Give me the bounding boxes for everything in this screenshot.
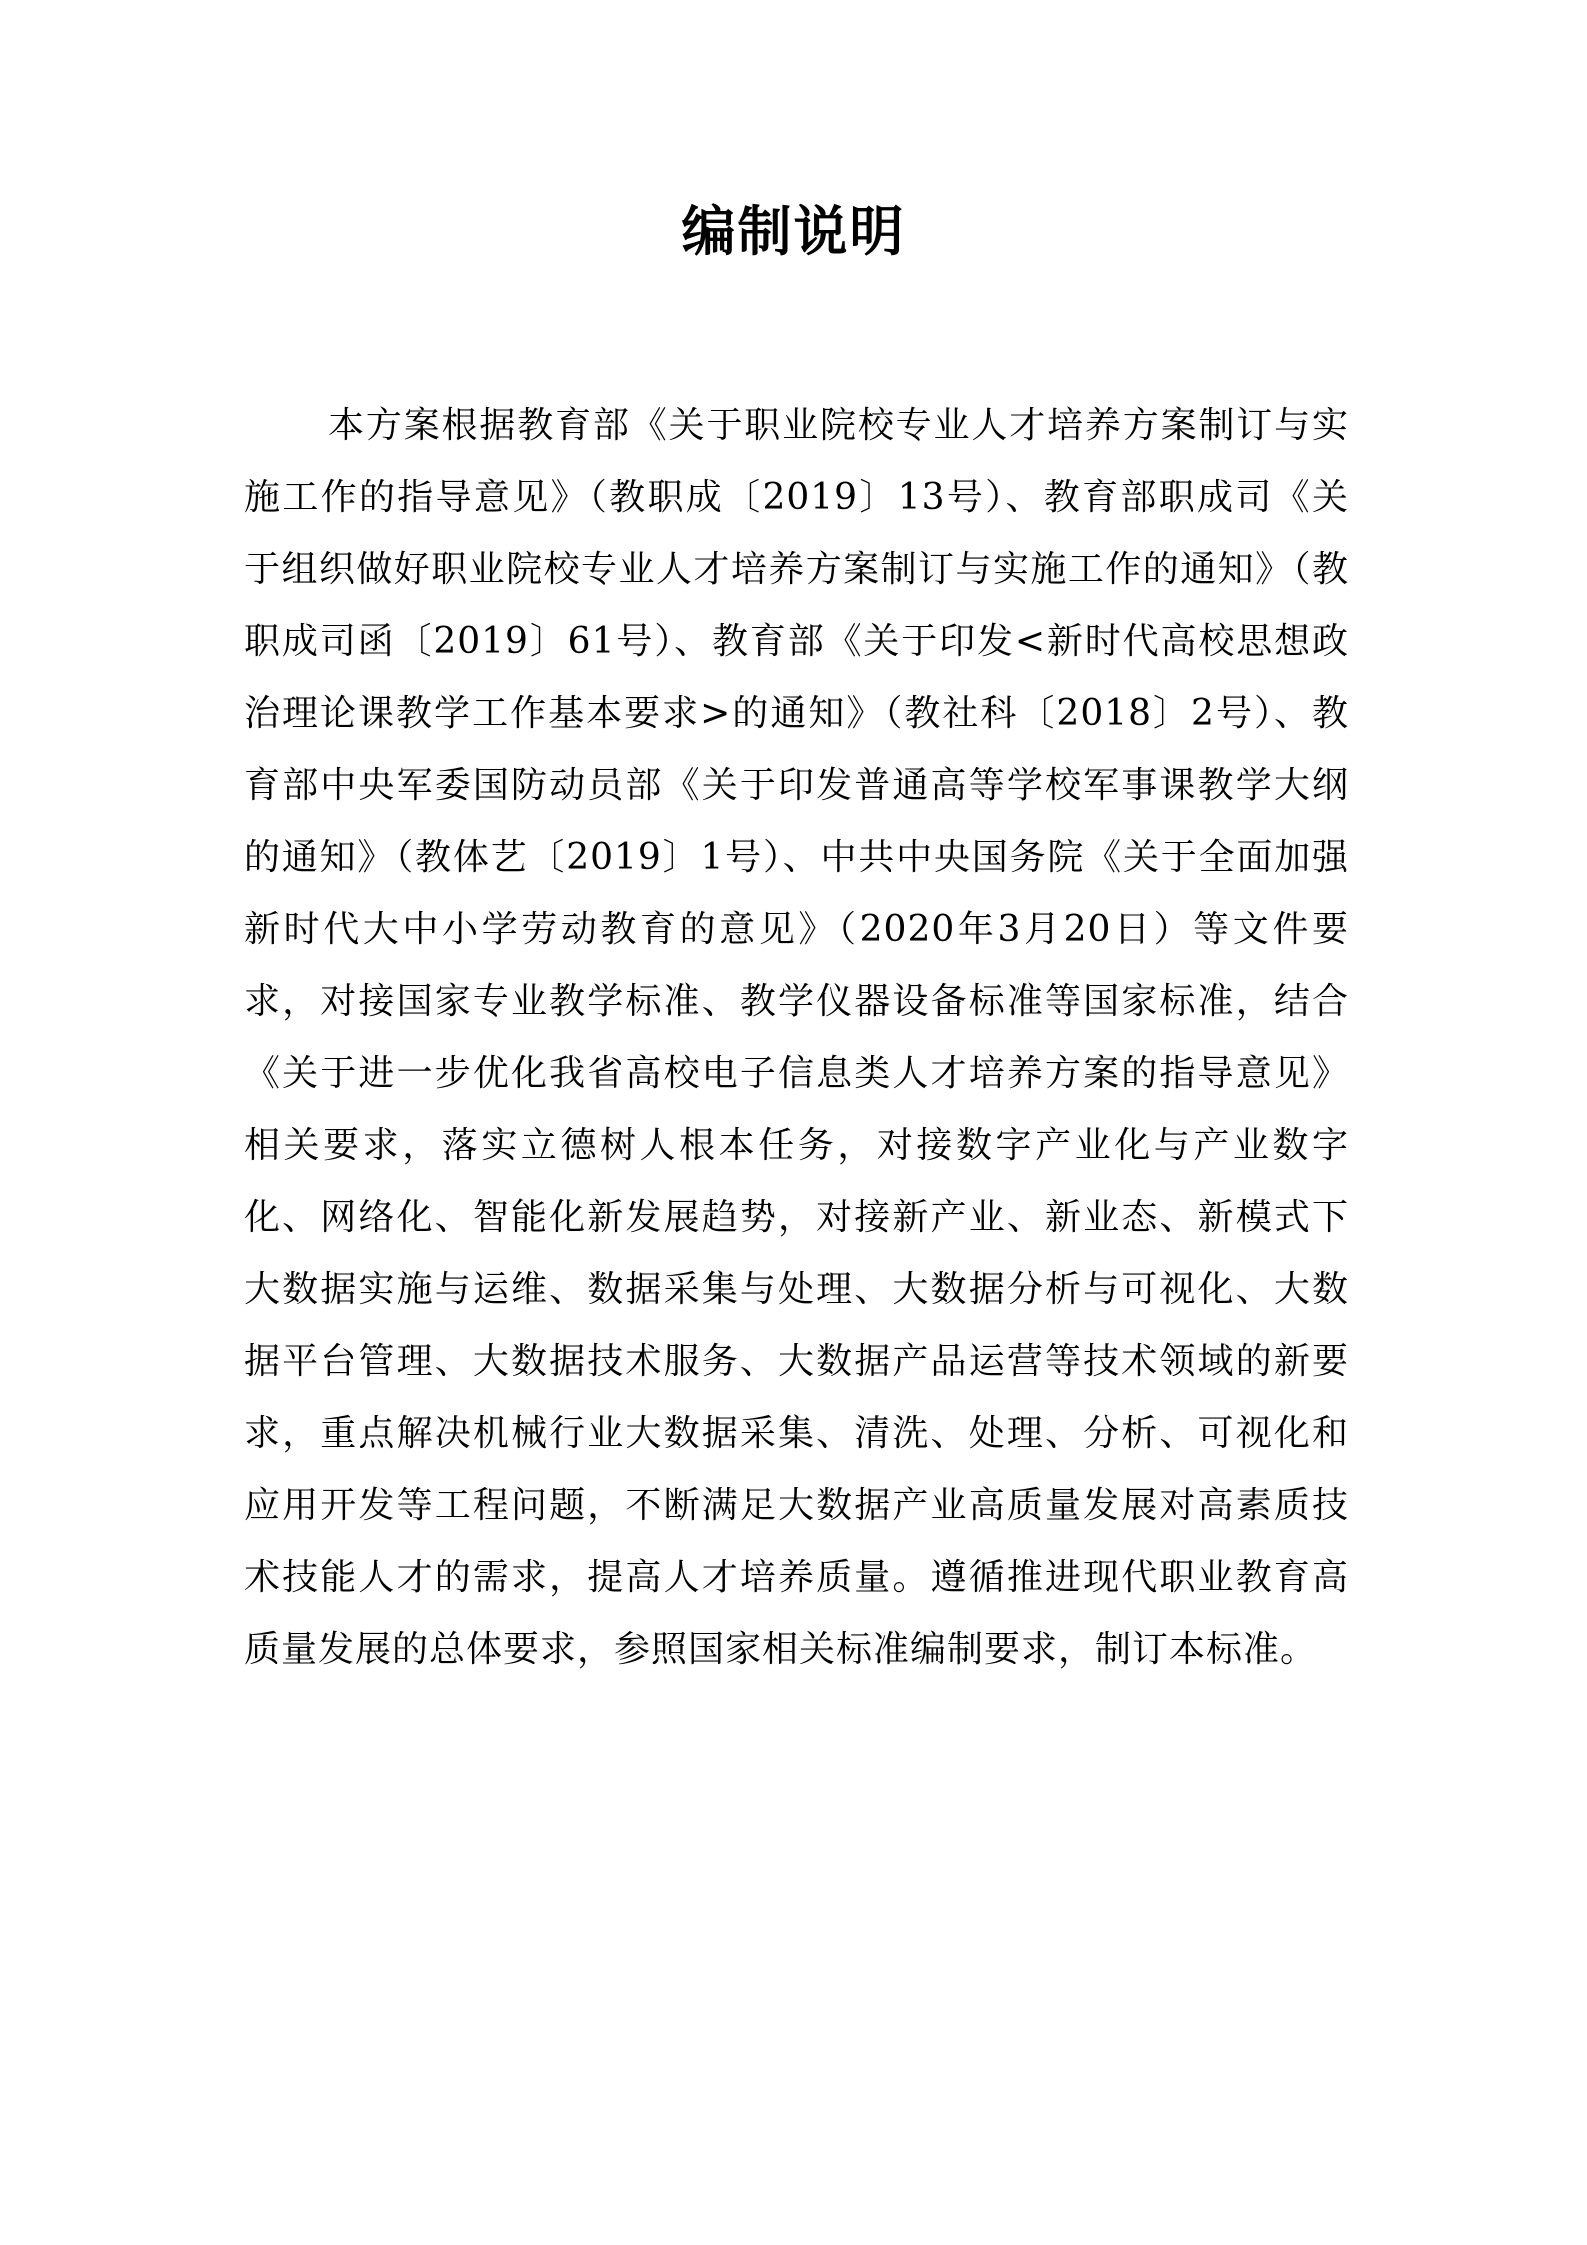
body-paragraph: 本方案根据教育部《关于职业院校专业人才培养方案制订与实施工作的指导意见》（教职成〔2019〕13号）、教育部职成司《关于组织做好职业院校专业人才培养方案制订与实施工作的通知》（教职成司函〔2019〕61号）、教育部《关于印发<新时代高校思想政治理论课教学工作基本要求>的通知》（教社科〔2018〕2号）、教育部中央军委国防动员部《关于印发普通高等学校军事课教学大纲的通知》（教体艺〔2019〕1号）、中共中央国务院《关于全面加强新时代大中小学劳动教育的意见》（2020年3月20日）等文件要求，对接国家专业教学标准、教学仪器设备标准等国家标准，结合《关于进一步优化我省高校电子信息类人才培养方案的指导意见》相关要求，落实立德树人根本任务，对接数字产业化与产业数字化、网络化、智能化新发展趋势，对接新产业、新业态、新模式下大数据实施与运维、数据采集与处理、大数据分析与可视化、大数据平台管理、大数据技术服务、大数据产品运营等技术领域的新要求，重点解决机械行业大数据采集、清洗、处理、分析、可视化和应用开发等工程问题，不断满足大数据产业高质量发展对高素质技术技能人才的需求，提高人才培养质量。遵循推进现代职业教育高质量发展的总体要求，参照国家相关标准编制要求，制订本标准。 [244, 405, 1349, 1670]
page-title: 编制说明 [681, 200, 906, 263]
